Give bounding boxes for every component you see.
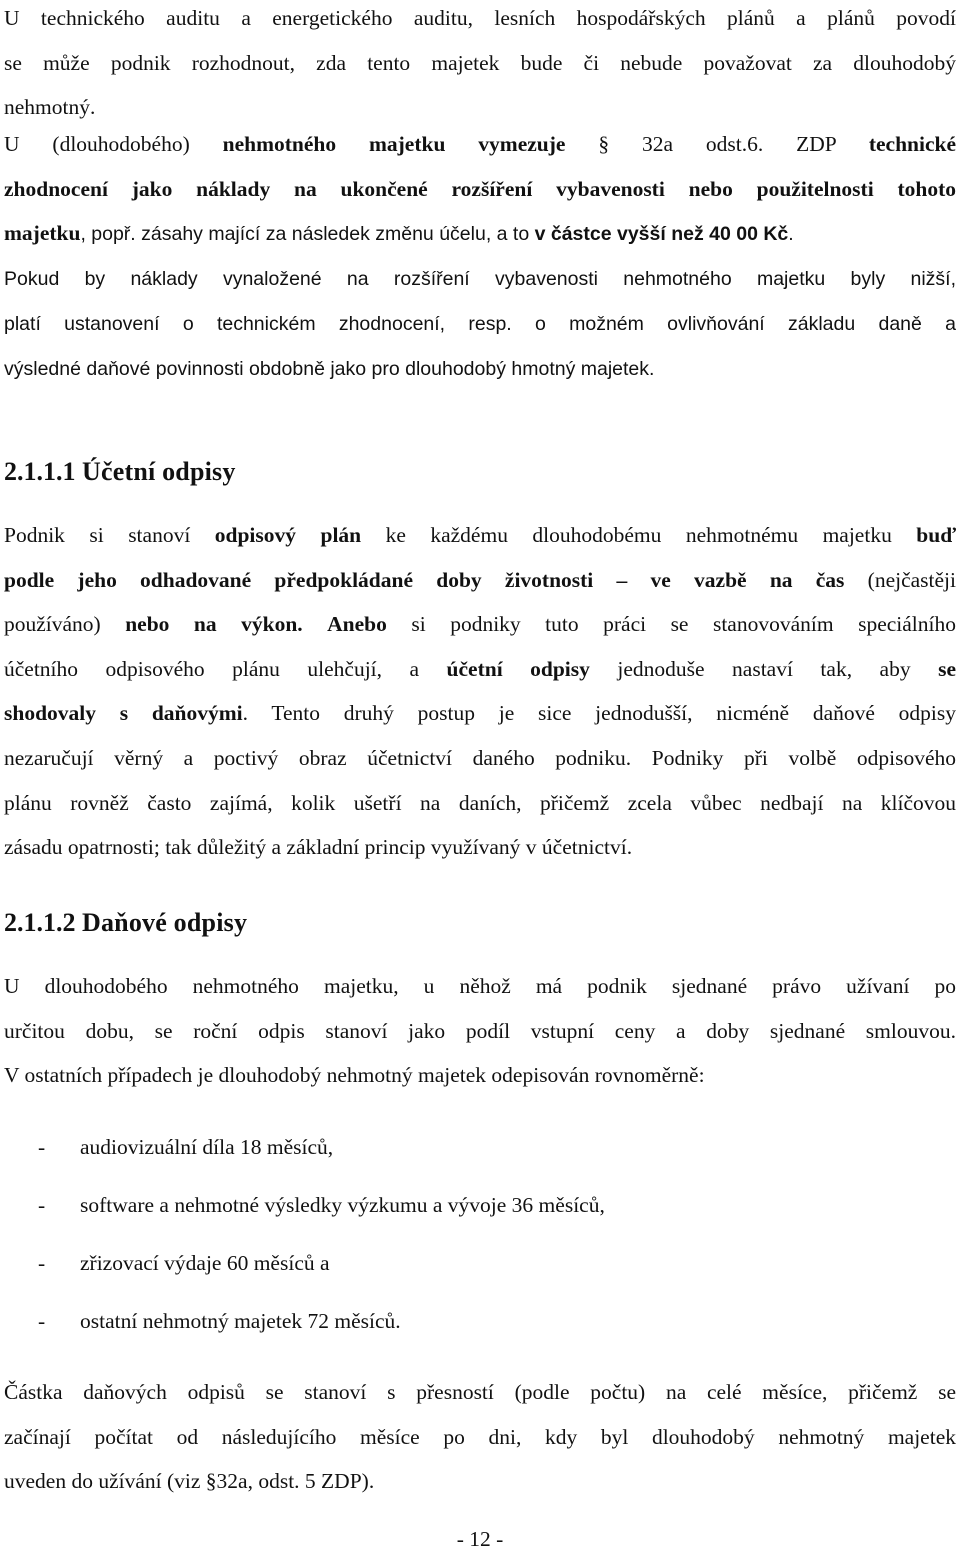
- text-line: zásadu opatrnosti; tak důležitý a základní princip využívaný v účetnictví.: [4, 835, 633, 860]
- paragraph-intro: [4, 0, 956, 130]
- text-line: účetního odpisového plánu ulehčují, a účetní odpisy jednoduše nastaví tak, aby se: [4, 656, 957, 681]
- text-line: podle jeho odhadované předpokládané doby životnosti – ve vazbě na čas (nejčastěji: [4, 567, 956, 592]
- list-dash: -: [38, 1309, 46, 1333]
- text-line: Částka daňových odpisů se stanoví s přesností (podle počtu) na celé měsíce, přičemž se: [4, 1380, 956, 1404]
- text-line: nehmotný.: [4, 95, 96, 120]
- paragraph-tax-precision: [4, 1370, 956, 1504]
- text-line: V ostatních případech je dlouhodobý nehmotný majetek odepisován rovnoměrně:: [4, 1063, 705, 1088]
- text-line: se může podnik rozhodnout, zda tento majetek bude či nebude považovat za dlouhodobý: [4, 50, 956, 75]
- list-item-text: audiovizuální díla 18 měsíců,: [80, 1135, 334, 1159]
- paragraph-technical-appreciation: [4, 122, 956, 392]
- text-line: U (dlouhodobého) nehmotného majetku vymezuje § 32a odst.6. ZDP technické: [4, 132, 957, 156]
- section-title: Účetní odpisy: [82, 457, 236, 486]
- section-heading: [4, 456, 236, 488]
- text-line: používáno) nebo na výkon. Anebo si podniky tuto práci se stanovováním speciálního: [4, 612, 956, 637]
- text-line: majetku, popř. zásahy mající za následek změnu účelu, a to v částce vyšší než 40 00 Kč.: [4, 221, 794, 246]
- text-line: zhodnocení jako náklady na ukončené rozšíření vybavenosti nebo použitelnosti tohoto: [4, 176, 956, 201]
- text-line: platí ustanovení o technickém zhodnocení, resp. o možném ovlivňování základu daně a: [4, 313, 956, 336]
- list-dash: -: [38, 1193, 46, 1217]
- text-line: Pokud by náklady vynaložené na rozšíření vybavenosti nehmotného majetku byly nižší,: [4, 267, 956, 290]
- page-number: - 12 -: [456, 1527, 504, 1551]
- list-item: [4, 1248, 904, 1306]
- section-title: Daňové odpisy: [82, 908, 248, 937]
- paragraph-accounting-depreciation: [4, 513, 956, 870]
- text-line: U technického auditu a energetického auditu, lesních hospodářských plánů a plánů povodí: [4, 6, 956, 30]
- text-line: shodovaly s daňovými. Tento druhý postup je sice jednodušší, nicméně daňové odpisy: [4, 701, 956, 726]
- depreciation-periods-list: [4, 1132, 904, 1364]
- text-line: Podnik si stanoví odpisový plán ke každému dlouhodobému nehmotnému majetku buď: [4, 523, 956, 547]
- list-dash: -: [38, 1135, 46, 1159]
- list-item-text: software a nehmotné výsledky výzkumu a vývoje 36 měsíců,: [80, 1193, 605, 1217]
- text-line: plánu rovněž často zajímá, kolik ušetří na daních, přičemž zcela vůbec nedbají na klíčovou: [4, 790, 956, 815]
- text-line: uveden do užívání (viz §32a, odst. 5 ZDP).: [4, 1469, 375, 1494]
- paragraph-tax-depreciation: [4, 964, 956, 1098]
- text-line: začínají počítat od následujícího měsíce po dni, kdy byl dlouhodobý nehmotný majetek: [4, 1424, 956, 1449]
- text-line: výsledné daňové povinnosti obdobně jako pro dlouhodobý hmotný majetek.: [4, 357, 655, 380]
- list-item-text: zřizovací výdaje 60 měsíců a: [80, 1251, 330, 1275]
- section-number: 2.1.1.2: [4, 908, 76, 937]
- list-item: [4, 1190, 904, 1248]
- list-item-text: ostatní nehmotný majetek 72 měsíců.: [80, 1309, 401, 1333]
- section-number: 2.1.1.1: [4, 457, 76, 486]
- text-line: určitou dobu, se roční odpis stanoví jako podíl vstupní ceny a doby sjednané smlouvou.: [4, 1018, 956, 1043]
- list-item: [4, 1132, 904, 1190]
- text-line: U dlouhodobého nehmotného majetku, u něhož má podnik sjednané právo užívaní po: [4, 974, 956, 998]
- list-item: [4, 1306, 904, 1364]
- text-line: nezaručují věrný a poctivý obraz účetnictví daného podniku. Podniky při volbě odpisového: [4, 745, 956, 770]
- list-dash: -: [38, 1251, 46, 1275]
- section-heading: [4, 907, 247, 939]
